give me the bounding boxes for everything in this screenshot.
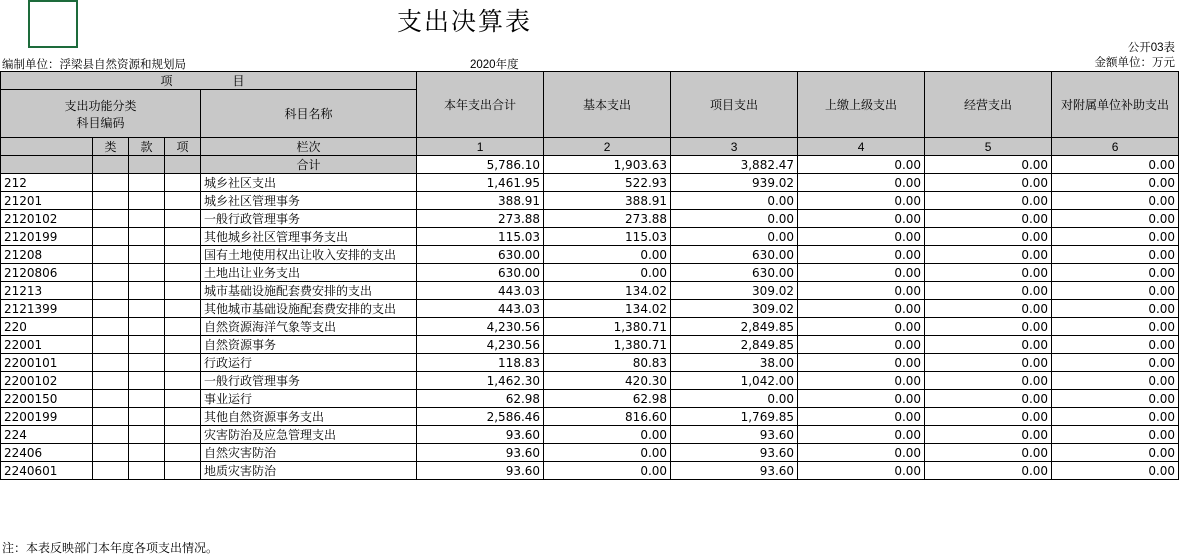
row-lei [93,408,129,426]
row-value-1: 630.00 [417,264,544,282]
public-number: 公开03表 [1127,42,1175,54]
row-value-6: 0.00 [1052,174,1179,192]
row-kuan [129,264,165,282]
row-name: 自然灾害防治 [201,444,417,462]
row-lei [93,210,129,228]
row-value-1: 273.88 [417,210,544,228]
header-col-3: 项目支出 [671,72,798,138]
total-value-2: 1,903.63 [544,156,671,174]
table-row [1,264,1179,282]
row-code: 22001 [1,336,93,354]
header-lei: 类 [93,138,129,156]
row-value-6: 0.00 [1052,318,1179,336]
row-xiang [165,354,201,372]
row-value-2: 388.91 [544,192,671,210]
row-lei [93,174,129,192]
row-kuan [129,192,165,210]
row-value-3: 93.60 [671,444,798,462]
row-value-4: 0.00 [798,390,925,408]
row-value-5: 0.00 [925,210,1052,228]
row-name: 事业运行 [201,390,417,408]
header-num-4: 4 [798,138,925,156]
row-value-1: 4,230.56 [417,336,544,354]
header-subject-name: 科目名称 [201,90,417,138]
row-value-4: 0.00 [798,210,925,228]
row-xiang [165,264,201,282]
table-row [1,282,1179,300]
row-value-4: 0.00 [798,318,925,336]
row-value-1: 443.03 [417,282,544,300]
row-xiang [165,228,201,246]
row-value-4: 0.00 [798,426,925,444]
row-value-2: 0.00 [544,264,671,282]
row-value-3: 0.00 [671,210,798,228]
amount-unit: 金额单位：万元 [1094,57,1175,69]
page-title [0,2,1179,38]
row-xiang [165,246,201,264]
row-name: 行政运行 [201,354,417,372]
row-value-1: 443.03 [417,300,544,318]
row-value-5: 0.00 [925,282,1052,300]
header-num-5: 5 [925,138,1052,156]
row-code: 2200199 [1,408,93,426]
row-value-3: 0.00 [671,390,798,408]
header-row-project [1,72,1179,90]
row-value-2: 420.30 [544,372,671,390]
total-value-1: 5,786.10 [417,156,544,174]
row-code: 212 [1,174,93,192]
row-name: 城乡社区管理事务 [201,192,417,210]
row-value-5: 0.00 [925,462,1052,480]
row-xiang [165,390,201,408]
header-func-code [1,90,201,138]
row-value-4: 0.00 [798,228,925,246]
row-code: 2200150 [1,390,93,408]
row-name: 灾害防治及应急管理支出 [201,426,417,444]
row-value-3: 309.02 [671,300,798,318]
row-value-1: 93.60 [417,426,544,444]
total-code-cell [1,156,93,174]
row-value-2: 1,380.71 [544,318,671,336]
header-col-4: 上缴上级支出 [798,72,925,138]
header-col-1: 本年支出合计 [417,72,544,138]
row-name: 国有土地使用权出让收入安排的支出 [201,246,417,264]
row-code: 21213 [1,282,93,300]
row-value-1: 62.98 [417,390,544,408]
row-lei [93,426,129,444]
row-lei [93,192,129,210]
row-value-4: 0.00 [798,336,925,354]
row-value-4: 0.00 [798,174,925,192]
total-value-5: 0.00 [925,156,1052,174]
table-row [1,462,1179,480]
row-value-6: 0.00 [1052,462,1179,480]
row-value-2: 62.98 [544,390,671,408]
row-xiang [165,210,201,228]
header-col-2: 基本支出 [544,72,671,138]
row-lei [93,354,129,372]
row-code: 21208 [1,246,93,264]
row-value-5: 0.00 [925,336,1052,354]
table-row [1,444,1179,462]
row-value-4: 0.00 [798,300,925,318]
row-value-2: 0.00 [544,426,671,444]
row-value-3: 93.60 [671,426,798,444]
table-note: 注：本表反映部门本年度各项支出情况。 [2,541,219,555]
row-code: 2120199 [1,228,93,246]
row-value-5: 0.00 [925,372,1052,390]
row-value-4: 0.00 [798,408,925,426]
row-value-5: 0.00 [925,318,1052,336]
total-value-3: 3,882.47 [671,156,798,174]
row-value-3: 2,849.85 [671,318,798,336]
row-value-2: 522.93 [544,174,671,192]
row-value-1: 93.60 [417,462,544,480]
row-value-4: 0.00 [798,282,925,300]
row-value-3: 309.02 [671,282,798,300]
row-value-5: 0.00 [925,228,1052,246]
table-row [1,390,1179,408]
row-name: 土地出让业务支出 [201,264,417,282]
row-xiang [165,372,201,390]
row-value-6: 0.00 [1052,300,1179,318]
row-kuan [129,282,165,300]
row-lei [93,300,129,318]
row-lei [93,282,129,300]
row-kuan [129,372,165,390]
table-row [1,192,1179,210]
row-value-3: 0.00 [671,192,798,210]
row-value-1: 2,586.46 [417,408,544,426]
row-value-2: 80.83 [544,354,671,372]
row-name: 一般行政管理事务 [201,372,417,390]
total-xiang-cell [165,156,201,174]
row-lei [93,264,129,282]
total-lei-cell [93,156,129,174]
row-value-2: 816.60 [544,408,671,426]
row-value-4: 0.00 [798,462,925,480]
row-kuan [129,318,165,336]
row-value-6: 0.00 [1052,192,1179,210]
row-kuan [129,174,165,192]
row-value-6: 0.00 [1052,408,1179,426]
row-value-4: 0.00 [798,246,925,264]
row-value-2: 0.00 [544,462,671,480]
row-kuan [129,300,165,318]
row-value-3: 38.00 [671,354,798,372]
row-value-1: 388.91 [417,192,544,210]
table-row [1,174,1179,192]
header-row-label: 栏次 [201,138,417,156]
row-value-6: 0.00 [1052,372,1179,390]
row-value-5: 0.00 [925,444,1052,462]
row-value-5: 0.00 [925,246,1052,264]
row-name: 其他城市基础设施配套费安排的支出 [201,300,417,318]
row-value-3: 630.00 [671,246,798,264]
row-lei [93,246,129,264]
row-kuan [129,444,165,462]
header-func-code-line2: 科目编码 [76,115,125,130]
row-kuan [129,228,165,246]
row-xiang [165,444,201,462]
row-kuan [129,426,165,444]
row-lei [93,390,129,408]
row-value-4: 0.00 [798,372,925,390]
row-value-5: 0.00 [925,408,1052,426]
total-value-6: 0.00 [1052,156,1179,174]
row-xiang [165,282,201,300]
row-xiang [165,174,201,192]
row-name: 其他自然资源事务支出 [201,408,417,426]
row-value-4: 0.00 [798,264,925,282]
header-col-6: 对附属单位补助支出 [1052,72,1179,138]
row-xiang [165,192,201,210]
row-code: 2240601 [1,462,93,480]
header-xiang: 项 [165,138,201,156]
row-xiang [165,462,201,480]
row-value-5: 0.00 [925,300,1052,318]
table-row [1,336,1179,354]
row-lei [93,336,129,354]
row-value-6: 0.00 [1052,246,1179,264]
row-value-6: 0.00 [1052,228,1179,246]
row-value-2: 1,380.71 [544,336,671,354]
total-value-4: 0.00 [798,156,925,174]
row-value-1: 115.03 [417,228,544,246]
row-value-6: 0.00 [1052,354,1179,372]
header-col-5: 经营支出 [925,72,1052,138]
row-xiang [165,318,201,336]
row-code: 22406 [1,444,93,462]
row-value-3: 1,769.85 [671,408,798,426]
row-value-1: 118.83 [417,354,544,372]
header-num-1: 1 [417,138,544,156]
row-value-3: 939.02 [671,174,798,192]
row-name: 其他城乡社区管理事务支出 [201,228,417,246]
row-lei [93,228,129,246]
row-value-4: 0.00 [798,444,925,462]
table-row [1,300,1179,318]
table-row [1,372,1179,390]
row-value-1: 93.60 [417,444,544,462]
row-value-2: 273.88 [544,210,671,228]
row-value-6: 0.00 [1052,210,1179,228]
header-func-code-line1: 支出功能分类 [64,98,137,113]
row-value-3: 0.00 [671,228,798,246]
table-row [1,354,1179,372]
table-row [1,408,1179,426]
row-name: 自然资源海洋气象等支出 [201,318,417,336]
row-value-5: 0.00 [925,174,1052,192]
row-value-6: 0.00 [1052,426,1179,444]
header-blank-cat [1,138,93,156]
row-value-5: 0.00 [925,390,1052,408]
row-value-4: 0.00 [798,192,925,210]
total-label: 合计 [201,156,417,174]
row-value-2: 134.02 [544,300,671,318]
table-row [1,246,1179,264]
row-name: 地质灾害防治 [201,462,417,480]
table-row [1,210,1179,228]
row-value-1: 1,462.30 [417,372,544,390]
row-value-4: 0.00 [798,354,925,372]
row-kuan [129,462,165,480]
table-body [1,156,1179,480]
row-xiang [165,426,201,444]
table-row [1,318,1179,336]
row-code: 2121399 [1,300,93,318]
row-lei [93,444,129,462]
row-kuan [129,246,165,264]
table-row [1,228,1179,246]
row-value-5: 0.00 [925,264,1052,282]
row-value-1: 630.00 [417,246,544,264]
row-code: 2200101 [1,354,93,372]
row-value-6: 0.00 [1052,390,1179,408]
row-value-6: 0.00 [1052,282,1179,300]
row-value-3: 630.00 [671,264,798,282]
row-value-2: 134.02 [544,282,671,300]
row-kuan [129,336,165,354]
row-xiang [165,408,201,426]
row-code: 220 [1,318,93,336]
row-code: 2120102 [1,210,93,228]
row-name: 自然资源事务 [201,336,417,354]
row-value-2: 115.03 [544,228,671,246]
row-value-6: 0.00 [1052,444,1179,462]
year-label: 2020年度 [470,59,519,71]
header-kuan: 款 [129,138,165,156]
compile-unit: 编制单位：浮梁县自然资源和规划局 [2,59,186,71]
row-kuan [129,408,165,426]
row-lei [93,372,129,390]
row-value-3: 1,042.00 [671,372,798,390]
row-lei [93,318,129,336]
row-code: 224 [1,426,93,444]
expenditure-table [0,71,1179,480]
row-name: 一般行政管理事务 [201,210,417,228]
row-value-6: 0.00 [1052,336,1179,354]
row-kuan [129,390,165,408]
row-value-5: 0.00 [925,192,1052,210]
row-name: 城乡社区支出 [201,174,417,192]
header-num-6: 6 [1052,138,1179,156]
table-row [1,426,1179,444]
row-value-2: 0.00 [544,444,671,462]
row-code: 2120806 [1,264,93,282]
row-kuan [129,210,165,228]
table-header [1,72,1179,156]
meta-right-block [1095,41,1176,71]
header-project-label: 项 目 [1,72,417,90]
header-row-numbers [1,138,1179,156]
row-xiang [165,336,201,354]
row-value-1: 4,230.56 [417,318,544,336]
row-code: 2200102 [1,372,93,390]
table-row-total [1,156,1179,174]
row-lei [93,462,129,480]
row-value-5: 0.00 [925,426,1052,444]
row-value-5: 0.00 [925,354,1052,372]
header-num-3: 3 [671,138,798,156]
row-xiang [165,300,201,318]
row-value-6: 0.00 [1052,264,1179,282]
total-kuan-cell [129,156,165,174]
row-value-3: 93.60 [671,462,798,480]
row-kuan [129,354,165,372]
row-value-1: 1,461.95 [417,174,544,192]
row-code: 21201 [1,192,93,210]
header-num-2: 2 [544,138,671,156]
row-value-3: 2,849.85 [671,336,798,354]
row-value-2: 0.00 [544,246,671,264]
row-name: 城市基础设施配套费安排的支出 [201,282,417,300]
page-title-text: 支出决算表 [396,7,532,36]
